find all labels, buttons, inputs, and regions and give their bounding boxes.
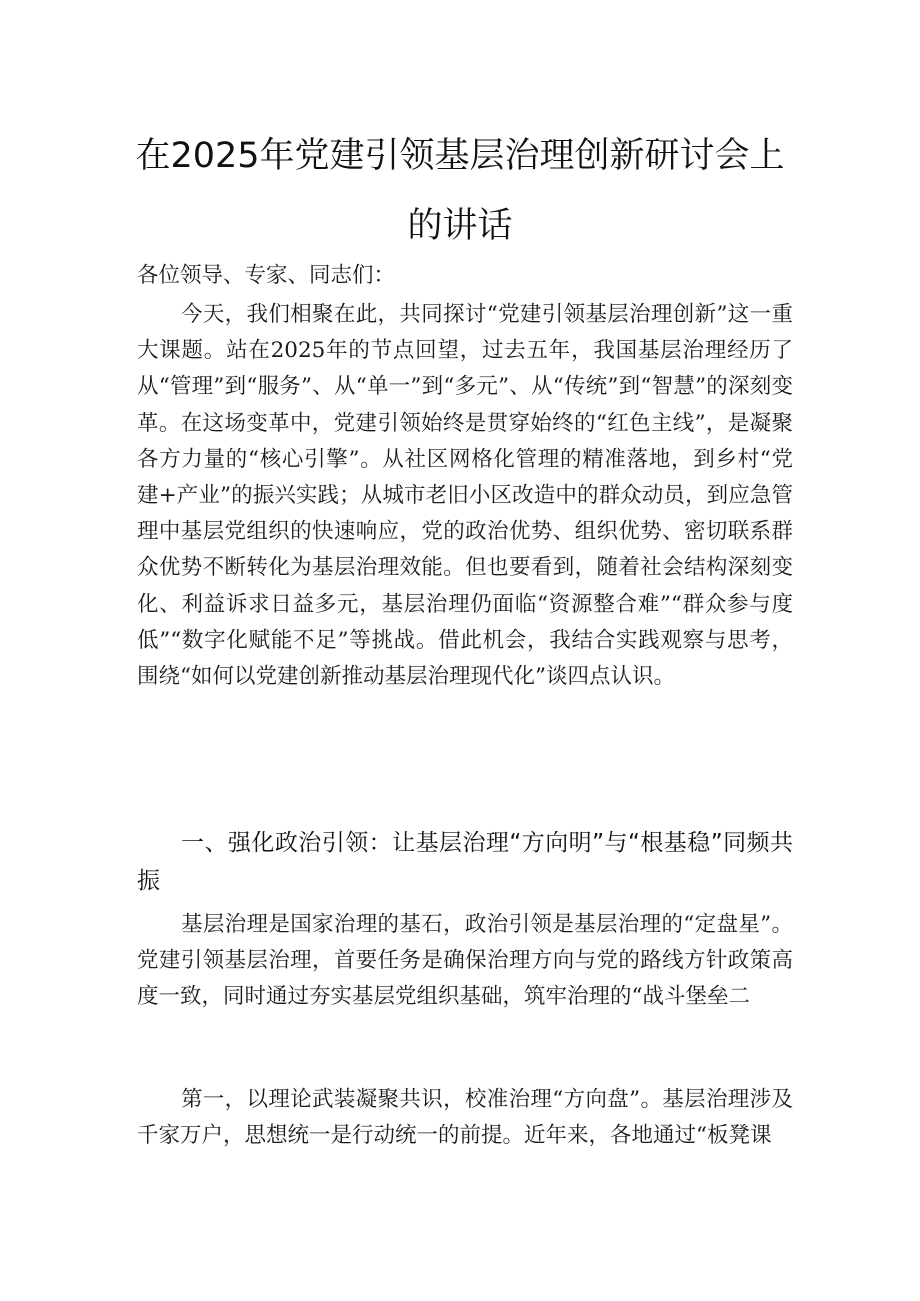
document-title-line-1: 在2025年党建引领基层治理创新研讨会上: [135, 136, 785, 176]
document-title-line-2: 的讲话: [407, 206, 513, 246]
paragraph-section-1: 基层治理是国家治理的基石，政治引领是基层治理的“定盘星”。党建引领基层治理，首要任务是确保治理方向与党的路线方针政策高度一致，同时通过夯实基层党组织基础，筑牢治理的“战斗堡垒二: [137, 912, 793, 1010]
section-heading-1: 一、强化政治引领：让基层治理“方向明”与“根基稳”同频共振: [137, 830, 793, 894]
paragraph-intro: 今天，我们相聚在此，共同探讨“党建引领基层治理创新”这一重大课题。站在2025年的节点回望，过去五年，我国基层治理经历了从“管理”到“服务”、从“单一”到“多元”、从“传统”到“智慧”的深刻变革。在这场变革中，党建引领始终是贯穿始终的“红色主线”，是凝聚各方力量的“核心引擎”。从社区网格化管理的精准落地，到乡村“党建+产业”的振兴实践；从城市老旧小区改造中的群众动员，到应急管理中基层党组织的快速响应，党的政治优势、组织优势、密切联系群众优势不断转化为基层治理效能。但也要看到，随着社会结构深刻变化、利益诉求日益多元，基层治理仍面临“资源整合难”“群众参与度低”“数字化赋能不足”等挑战。借此机会，我结合实践观察与思考，围绕“如何以党建创新推动基层治理现代化”谈四点认识。: [137, 302, 793, 690]
paragraph-point-1: 第一，以理论武装凝聚共识，校准治理“方向盘”。基层治理涉及千家万户，思想统一是行动统一的前提。近年来，各地通过“板凳课: [137, 1087, 793, 1149]
greeting: 各位领导、专家、同志们：: [137, 263, 396, 288]
